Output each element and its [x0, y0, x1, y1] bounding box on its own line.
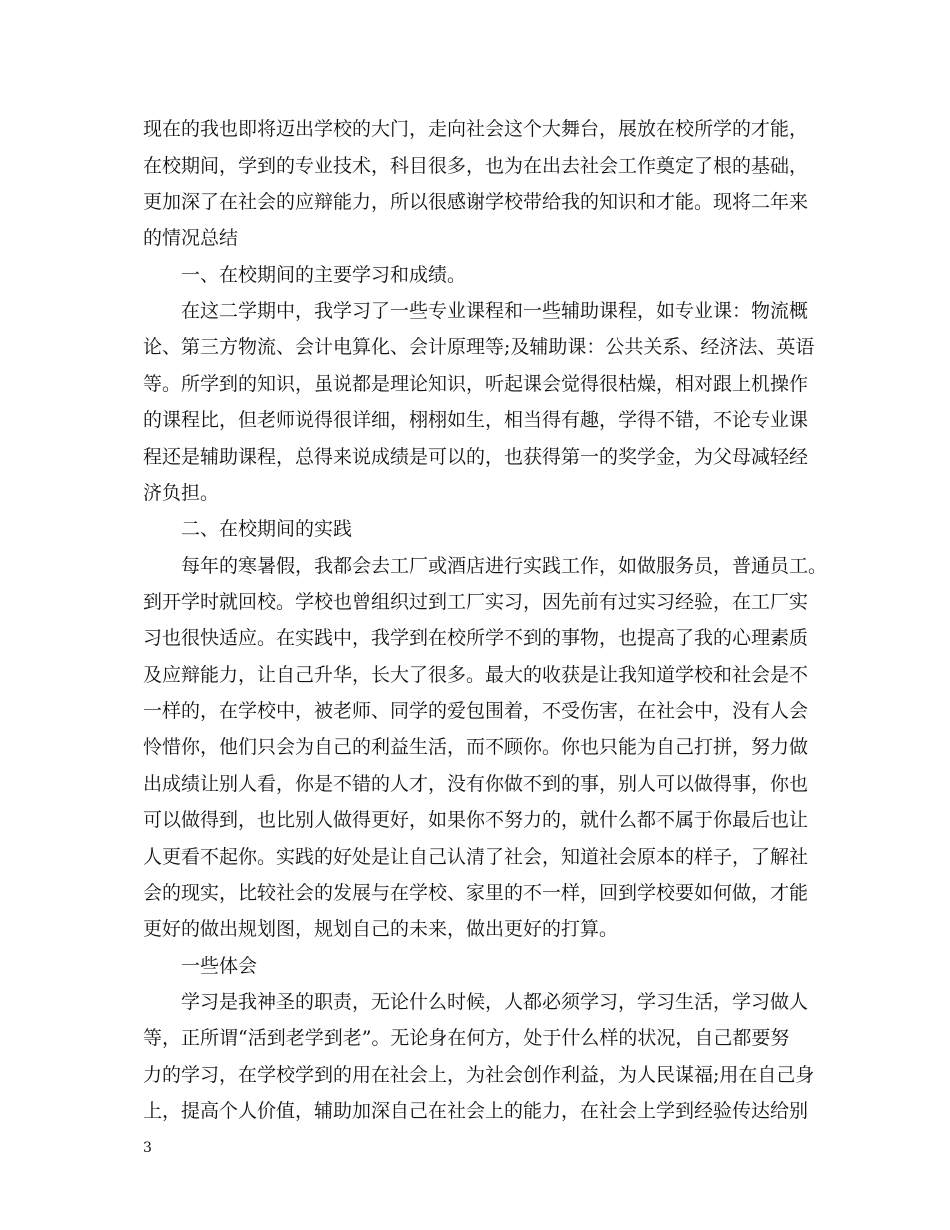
page-number: 3 [143, 1140, 152, 1156]
text-line: 在校期间，学到的专业技术，科目很多，也为在出去社会工作奠定了根的基础， [143, 155, 809, 177]
text-line: 每年的寒暑假，我都会去工厂或酒店进行实践工作，如做服务员，普通员工。 [181, 555, 828, 577]
text-line: 人更看不起你。实践的好处是让自己认清了社会，知道社会原本的样子，了解社 [143, 846, 809, 868]
text-line: 更好的做出规划图，规划自己的未来，做出更好的打算。 [143, 918, 619, 940]
text-line: 习也很快适应。在实践中，我学到在校所学不到的事物，也提高了我的心理素质 [143, 627, 809, 649]
text-line: 的课程比，但老师说得很详细，栩栩如生，相当得有趣，学得不错，不论专业课 [143, 409, 809, 431]
text-line: 更加深了在社会的应辩能力，所以很感谢学校带给我的知识和才能。现将二年来 [143, 191, 809, 213]
text-line: 可以做得到，也比别人做得更好，如果你不努力的，就什么都不属于你最后也让 [143, 809, 809, 831]
text-line: 程还是辅助课程，总得来说成绩是可以的，也获得第一的奖学金，为父母减轻经 [143, 446, 809, 468]
section-heading: 一、在校期间的主要学习和成绩。 [181, 264, 467, 286]
text-line: 现在的我也即将迈出学校的大门，走向社会这个大舞台，展放在校所学的才能， [143, 118, 809, 140]
text-line: 的情况总结 [143, 227, 239, 249]
text-line: 等，正所谓“活到老学到老”。无论身在何方，处于什么样的状况，自己都要努 [143, 1027, 790, 1049]
text-line: 到开学时就回校。学校也曾组织过到工厂实习，因先前有过实习经验，在工厂实 [143, 591, 809, 613]
text-line: 论、第三方物流、会计电算化、会计原理等;及辅助课：公共关系、经济法、英语 [143, 336, 815, 358]
section-heading: 二、在校期间的实践 [181, 518, 353, 540]
text-line: 在这二学期中，我学习了一些专业课程和一些辅助课程，如专业课：物流概 [181, 300, 809, 322]
text-line: 及应辩能力，让自己升华，长大了很多。最大的收获是让我知道学校和社会是不 [143, 664, 809, 686]
section-heading: 一些体会 [181, 955, 258, 977]
text-line: 济负担。 [143, 482, 220, 504]
text-line: 等。所学到的知识，虽说都是理论知识，听起课会觉得很枯燥，相对跟上机操作 [143, 373, 809, 395]
text-line: 一样的，在学校中，被老师、同学的爱包围着，不受伤害，在社会中，没有人会 [143, 700, 809, 722]
text-line: 怜惜你，他们只会为自己的利益生活，而不顾你。你也只能为自己打拼，努力做 [143, 736, 809, 758]
text-line: 会的现实，比较社会的发展与在学校、家里的不一样，回到学校要如何做，才能 [143, 882, 809, 904]
text-line: 上，提高个人价值，辅助加深自己在社会上的能力，在社会上学到经验传达给别 [143, 1100, 809, 1122]
text-line: 出成绩让别人看，你是不错的人才，没有你做不到的事，别人可以做得事，你也 [143, 773, 809, 795]
text-line: 学习是我神圣的职责，无论什么时候，人都必须学习，学习生活，学习做人 [181, 991, 809, 1013]
text-line: 力的学习，在学校学到的用在社会上，为社会创作利益，为人民谋福;用在自己身 [143, 1064, 815, 1086]
